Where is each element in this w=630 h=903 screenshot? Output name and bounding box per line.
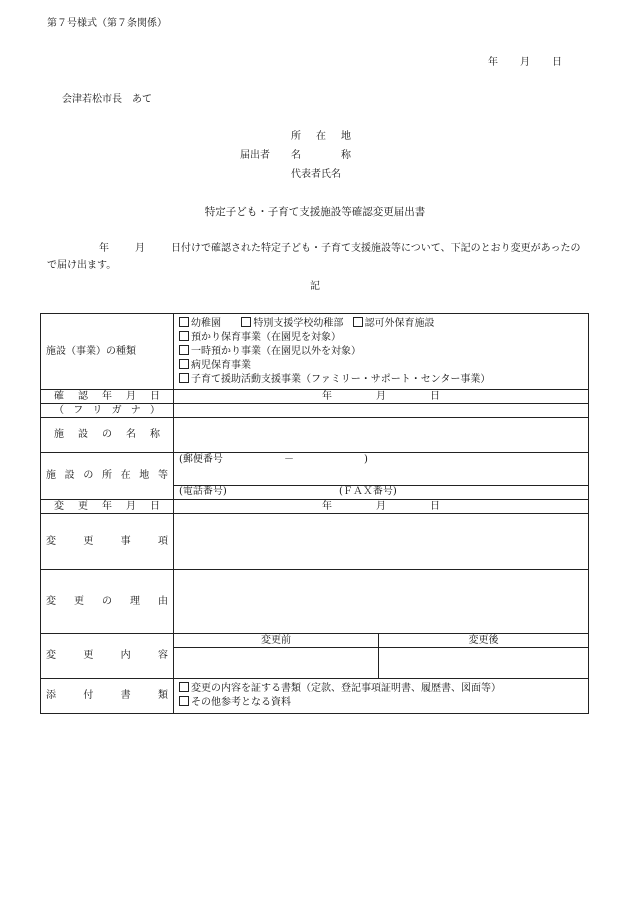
char: の	[102, 595, 112, 607]
furigana-row	[41, 404, 589, 418]
char: 容	[157, 650, 168, 661]
change-date-value[interactable]	[174, 500, 589, 514]
char: 地	[341, 131, 351, 142]
char: 確	[54, 390, 64, 402]
change-after-header: 変更後	[379, 634, 589, 648]
facility-phone-field[interactable]	[174, 485, 589, 499]
char: 在	[316, 131, 326, 142]
option-unlicensed-nursery: 認可外保育施設	[364, 317, 435, 329]
facility-name-label	[41, 418, 174, 453]
char: 項	[157, 535, 168, 547]
phone-label: (電話番号)	[179, 486, 227, 498]
char: 添	[46, 690, 56, 701]
char: 事	[120, 535, 131, 547]
submission-date	[488, 57, 562, 69]
char: 内	[120, 650, 131, 661]
char: 更	[83, 650, 94, 661]
facility-type-label: 施設（事業）の種類	[41, 314, 174, 390]
checkbox-temporary-care[interactable]	[179, 331, 189, 341]
applicant-representative-label: 代表者氏名	[291, 169, 341, 180]
confirm-year: 年	[322, 390, 332, 402]
confirm-date-row	[41, 390, 589, 404]
attachment-proof-label: 変更の内容を証する書類（定款、登記事項証明書、履歴書、図面等）	[191, 683, 501, 694]
char: 更	[74, 595, 84, 607]
char: 所	[101, 470, 112, 481]
char: の	[102, 429, 112, 440]
date-year-label: 年	[488, 57, 498, 68]
char: リ	[92, 404, 103, 416]
change-reason-row	[41, 570, 589, 634]
char: 設	[64, 470, 75, 481]
char: 日	[150, 390, 160, 402]
char: 書	[120, 690, 131, 701]
checkbox-attachment-other[interactable]	[179, 696, 189, 706]
checkbox-unlicensed-nursery[interactable]	[353, 317, 363, 327]
checkbox-temporary-care-other[interactable]	[179, 345, 189, 355]
option-sick-child-care: 病児保育事業	[191, 359, 251, 371]
option-temporary-care-other: 一時預かり事業（在園児以外を対象）	[191, 345, 361, 357]
char: フ	[73, 404, 84, 416]
option-family-support: 子育て援助活動支援事業（ファミリー・サポート・センター事業）	[191, 373, 491, 385]
body-sentence: 日付けで確認された特定子ども・子育て支援施設等について、下記のとおり変更があったので届け出ます。	[47, 243, 581, 271]
change-after-field[interactable]	[379, 648, 589, 679]
change-item-field[interactable]	[174, 514, 589, 570]
change-content-label	[41, 634, 174, 679]
char: 等	[157, 470, 168, 481]
char: 年	[102, 500, 112, 512]
char: （	[54, 404, 64, 416]
ki-marker: 記	[310, 281, 320, 292]
char: 施	[46, 470, 56, 481]
change-content-header-row	[41, 634, 589, 648]
option-special-school: 特別支援学校幼稚部	[253, 317, 344, 329]
confirm-date-label	[41, 390, 174, 404]
facility-address-label	[41, 453, 174, 500]
option-temporary-care: 預かり保育事業（在園児を対象）	[191, 331, 341, 343]
confirm-day: 日	[430, 390, 440, 402]
char: 変	[46, 595, 56, 607]
body-text	[47, 240, 587, 274]
char: 月	[126, 500, 136, 512]
furigana-field[interactable]	[174, 404, 589, 418]
char: 付	[83, 690, 94, 701]
change-day: 日	[430, 500, 440, 512]
option-kindergarten: 幼稚園	[191, 317, 221, 329]
postal-dash: －	[284, 454, 294, 465]
char: 名	[291, 150, 301, 161]
document-title: 特定子ども・子育て支援施設等確認変更届出書	[204, 206, 426, 218]
change-reason-label	[41, 570, 174, 634]
char: 類	[157, 690, 168, 701]
char: 名	[126, 429, 136, 440]
change-date-row	[41, 500, 589, 514]
char: 設	[78, 429, 88, 440]
checkbox-kindergarten[interactable]	[179, 317, 189, 327]
char: 認	[78, 390, 88, 402]
applicant-name-label	[291, 150, 351, 162]
char: 施	[54, 429, 64, 440]
change-form-table	[40, 313, 589, 714]
attachments-row	[41, 679, 589, 714]
char: 在	[120, 470, 131, 481]
date-month-label: 月	[520, 57, 530, 68]
char: 更	[78, 500, 88, 512]
facility-name-field[interactable]	[174, 418, 589, 453]
checkbox-special-school[interactable]	[241, 317, 251, 327]
char: 日	[150, 500, 160, 512]
char: 称	[341, 150, 351, 161]
char: 変	[46, 650, 56, 661]
change-reason-field[interactable]	[174, 570, 589, 634]
change-date-label	[41, 500, 174, 514]
facility-postal-field[interactable]	[174, 453, 589, 486]
change-item-row	[41, 514, 589, 570]
char: の	[83, 470, 94, 481]
applicant-address-label	[291, 131, 351, 143]
body-year: 年	[99, 243, 109, 254]
char: ガ	[111, 404, 122, 416]
char: 変	[46, 535, 56, 547]
date-day-label: 日	[552, 57, 562, 68]
attachments-label	[41, 679, 174, 714]
change-before-field[interactable]	[174, 648, 379, 679]
checkbox-family-support[interactable]	[179, 373, 189, 383]
char: 変	[54, 500, 64, 512]
checkbox-sick-child-care[interactable]	[179, 359, 189, 369]
facility-address-row-1	[41, 453, 589, 486]
char: 所	[291, 131, 301, 142]
change-year: 年	[322, 500, 332, 512]
char: 理	[130, 595, 140, 607]
furigana-label	[41, 404, 174, 418]
char: 由	[158, 595, 168, 607]
checkbox-attachment-proof[interactable]	[179, 682, 189, 692]
change-item-label	[41, 514, 174, 570]
form-number: 第７号様式（第７条関係）	[47, 18, 167, 29]
facility-name-row	[41, 418, 589, 453]
char: 更	[83, 535, 94, 547]
confirm-date-value[interactable]	[174, 390, 589, 404]
postal-close: )	[364, 454, 368, 465]
change-month: 月	[376, 500, 386, 512]
applicant-prefix: 届出者	[240, 150, 270, 161]
attachments-options	[174, 679, 589, 714]
char: ）	[149, 404, 160, 416]
change-before-header: 変更前	[174, 634, 379, 648]
facility-type-row	[41, 314, 589, 390]
fax-label: (ＦＡＸ番号)	[339, 486, 397, 498]
char: ナ	[130, 404, 141, 416]
char: 年	[102, 390, 112, 402]
postal-open: (郵便番号	[179, 454, 223, 465]
attachment-other-label: その他参考となる資料	[191, 697, 291, 708]
char: 月	[126, 390, 136, 402]
body-month: 月	[135, 243, 145, 254]
char: 称	[150, 429, 160, 440]
facility-type-options	[174, 314, 589, 390]
confirm-month: 月	[376, 390, 386, 402]
addressee: 会津若松市長 あて	[62, 94, 152, 105]
char: 地	[139, 470, 150, 481]
